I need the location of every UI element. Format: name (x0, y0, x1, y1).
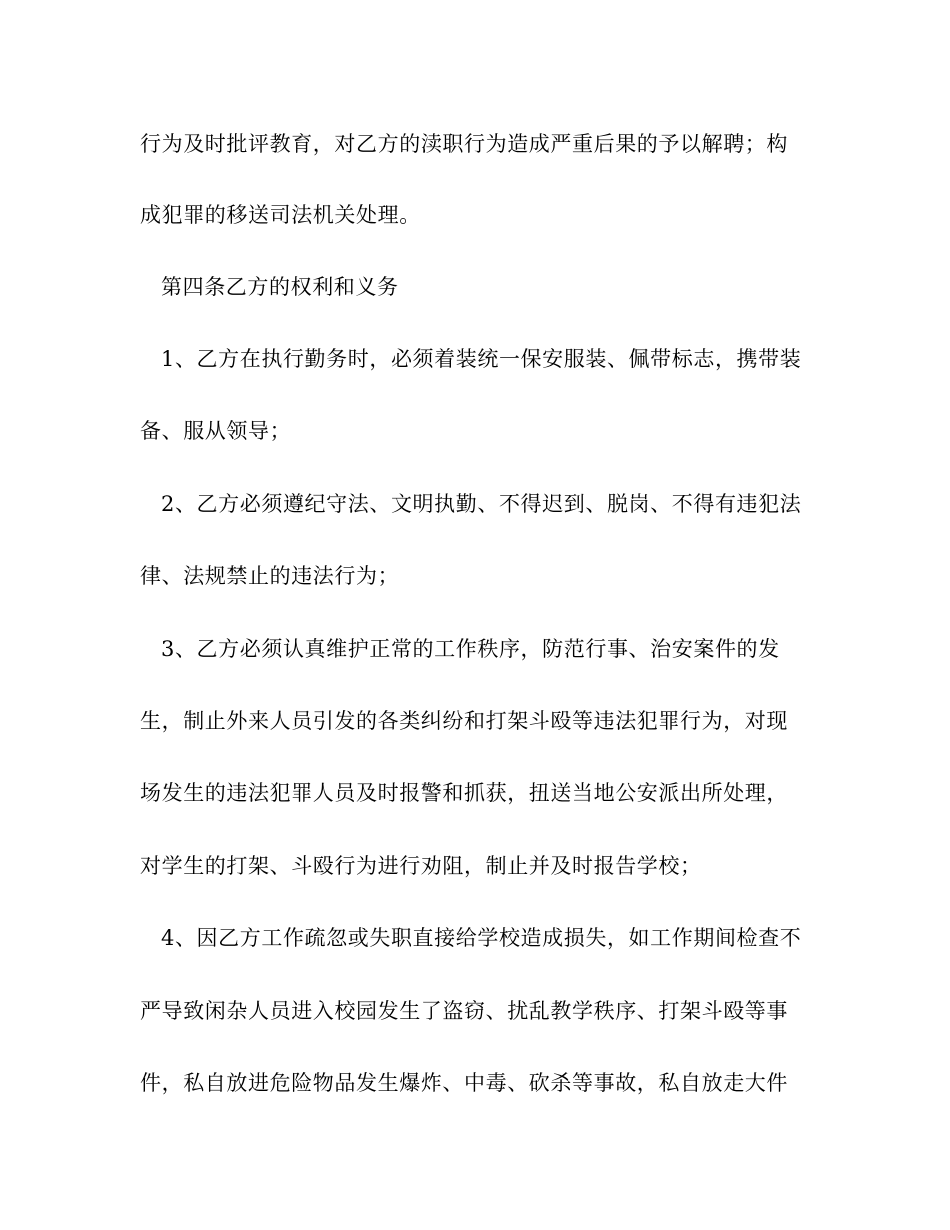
paragraph-line: 1、乙方在执行勤务时，必须着装统一保安服装、佩带标志，携带装 (161, 347, 802, 371)
paragraph-line: 严导致闲杂人员进入校园发生了盗窃、扰乱教学秩序、打架斗殴等事 (140, 999, 788, 1023)
paragraph-line: 成犯罪的移送司法机关处理。 (140, 203, 421, 227)
paragraph-line: 行为及时批评教育，对乙方的渎职行为造成严重后果的予以解聘；构 (140, 132, 788, 156)
paragraph-line: 场发生的违法犯罪人员及时报警和抓获，扭送当地公安派出所处理， (140, 781, 788, 805)
paragraph-line: 件，私自放进危险物品发生爆炸、中毒、砍杀等事故，私自放走大件 (140, 1071, 788, 1095)
paragraph-line: 对学生的打架、斗殴行为进行劝阻，制止并及时报告学校； (140, 854, 702, 878)
paragraph-line: 生，制止外来人员引发的各类纠纷和打架斗殴等违法犯罪行为，对现 (140, 709, 788, 733)
section-heading: 第四条乙方的权利和义务 (161, 275, 399, 299)
paragraph-line: 3、乙方必须认真维护正常的工作秩序，防范行事、治安案件的发 (161, 637, 780, 661)
paragraph-line: 备、服从领导； (140, 419, 292, 443)
paragraph-line: 2、乙方必须遵纪守法、文明执勤、不得迟到、脱岗、不得有违犯法 (161, 492, 802, 516)
paragraph-line: 4、因乙方工作疏忽或失职直接给学校造成损失，如工作期间检查不 (161, 926, 802, 950)
paragraph-line: 律、法规禁止的违法行为； (140, 564, 400, 588)
